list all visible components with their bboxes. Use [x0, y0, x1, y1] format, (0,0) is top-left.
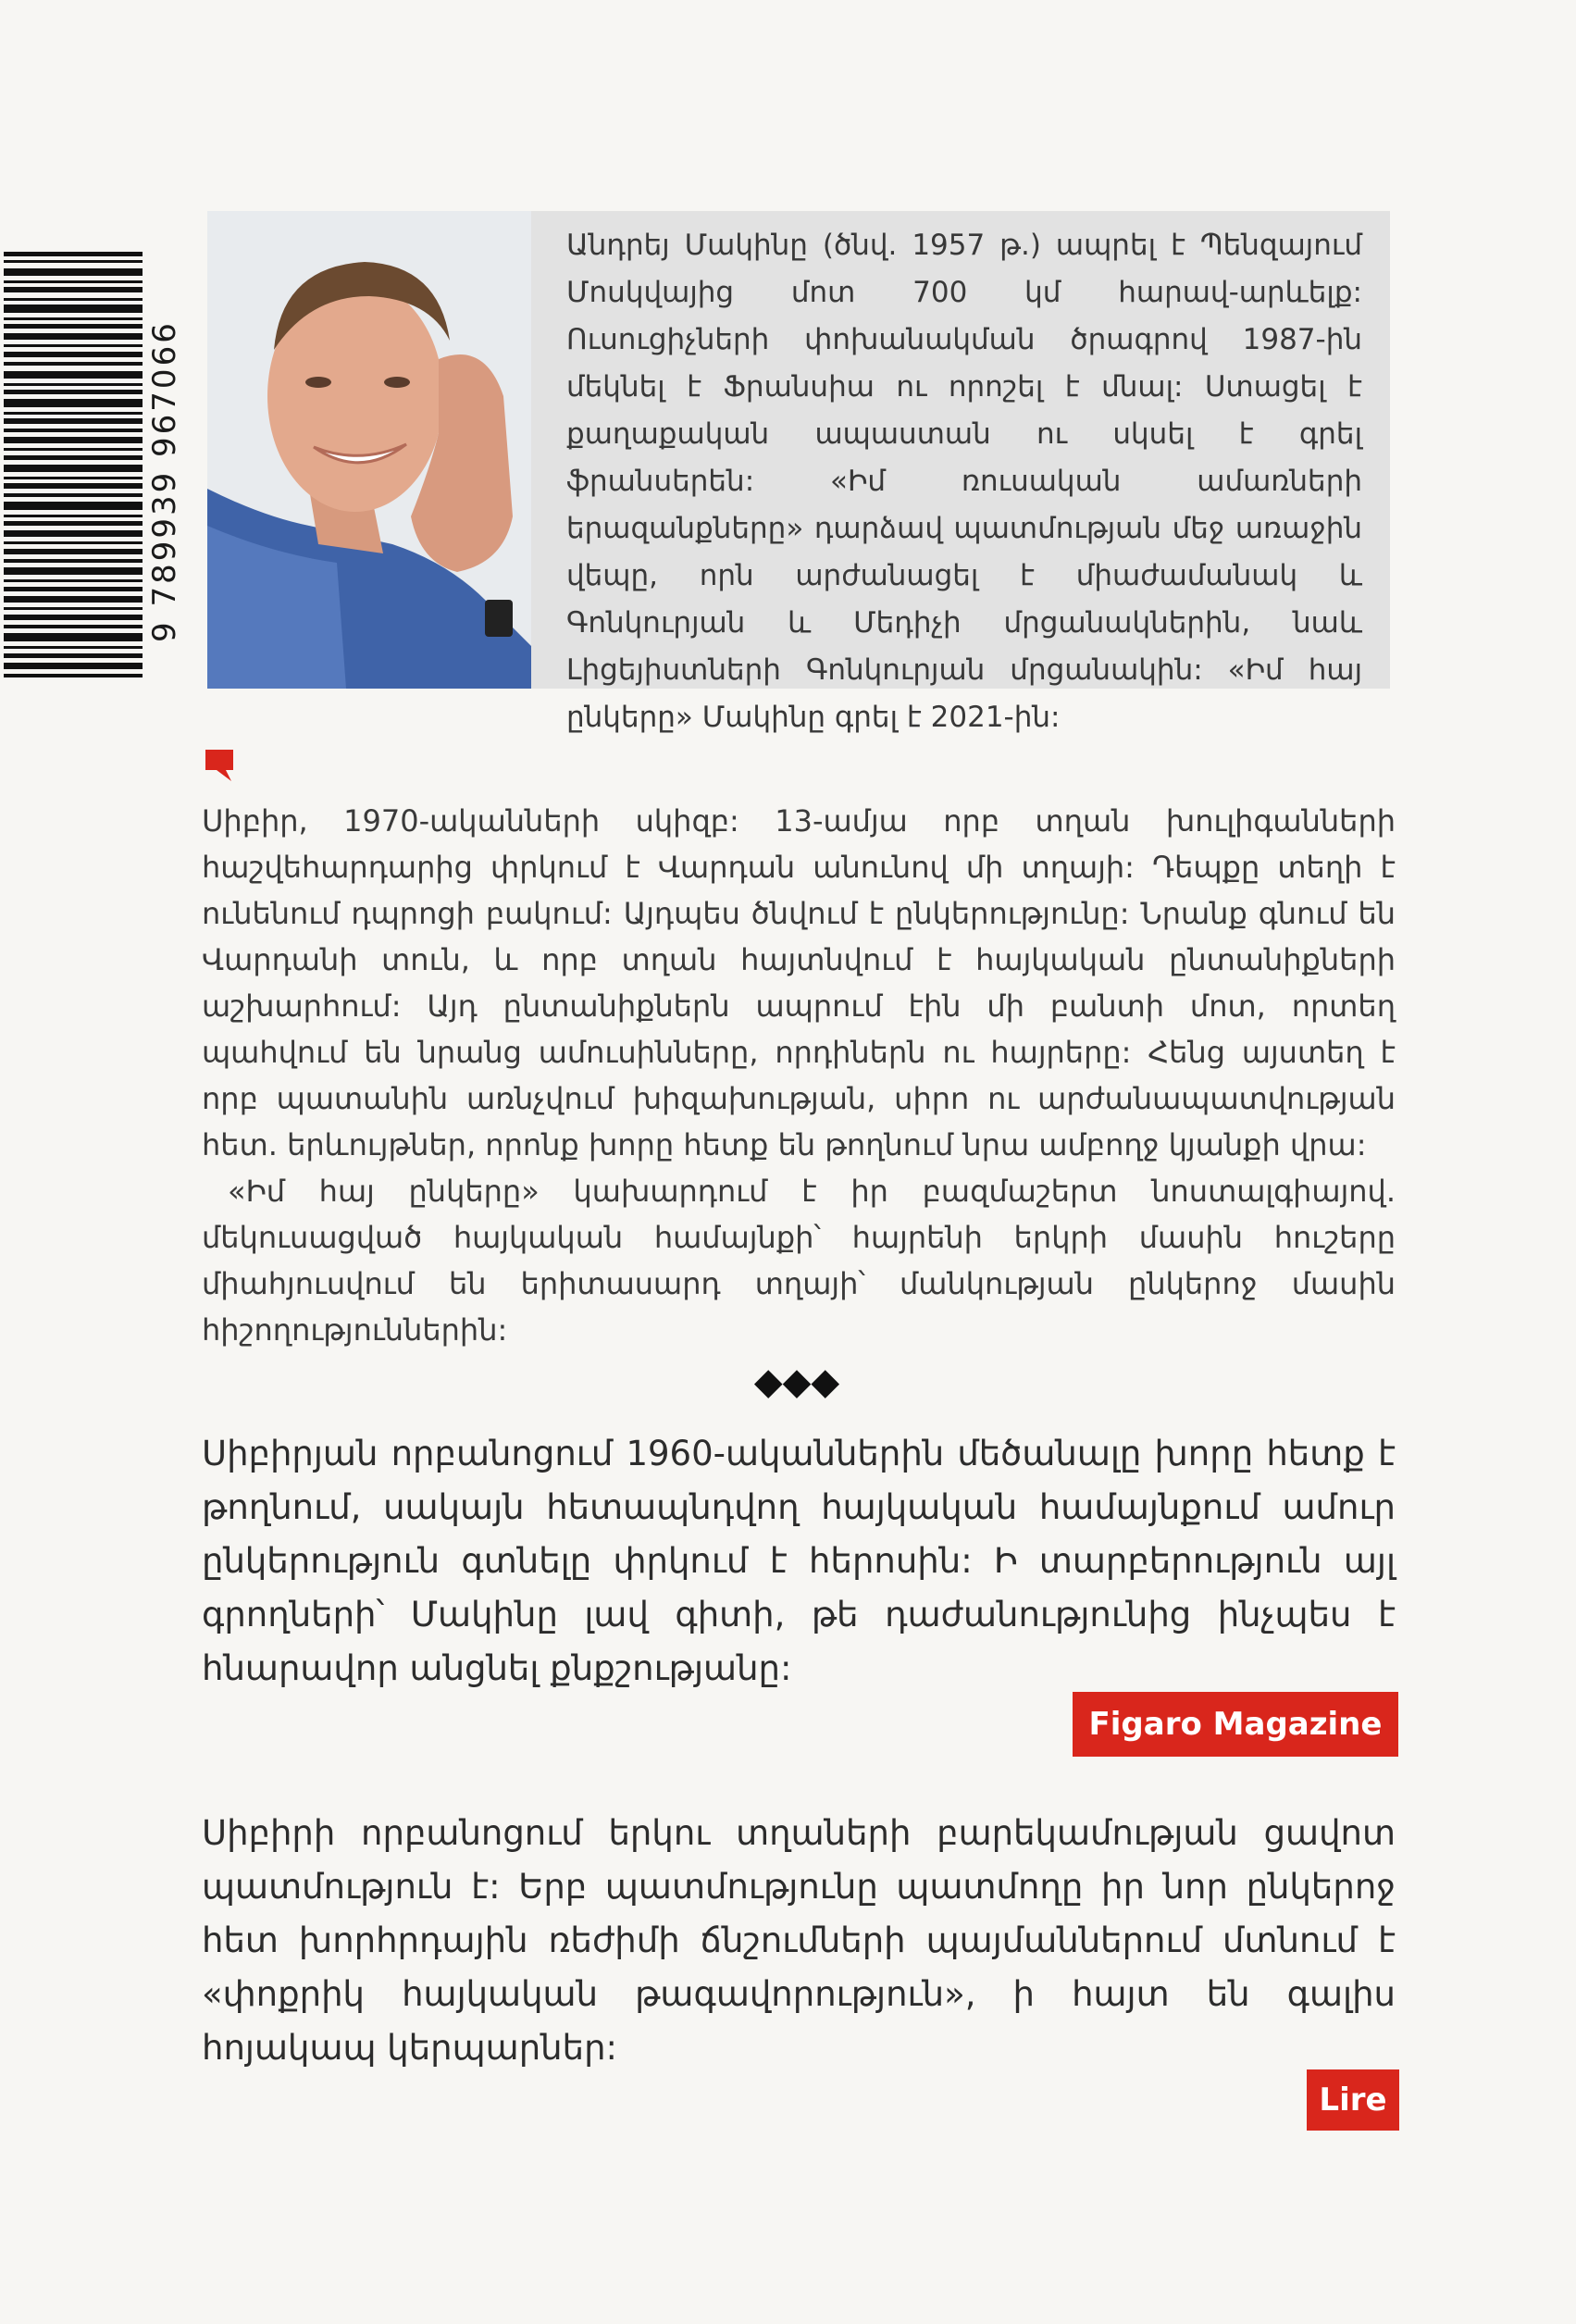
review-source-figaro: Figaro Magazine — [1073, 1692, 1398, 1757]
review-quote-1: Սիբիրյան որբանոցում 1960-ականներին մեծանալը խորը հետք է թողնում, սակայն հետապնդվող հայկական համայնքում ամուր ընկերություն գտնելը փրկում է հերոսին: Ի տարբերություն այլ գրողների՝ Մակինը լավ գիտի, թե դաժանությունից ինչպես է հնարավոր անցնել քնքշությանը: — [202, 1434, 1396, 1688]
synopsis-paragraph-1: Սիբիր, 1970-ականների սկիզբ: 13-ամյա որբ տղան խուլիգանների հաշվեհարդարից փրկում է Վարդան անունով մի տղայի: Դեպքը տեղի է ունենում դպրոցի բակում: Այդպես ծնվում է ընկերությունը: Նրանք գնում են Վարդանի տուն, և որբ տղան հայտնվում է հայկական ընտանիքների աշխարհում: Այդ ընտանիքներն ապրում էին մի բանտի մոտ, որտեղ պահվում են նրանց ամուսինները, որդիներն ու հայրերը: Հենց այստեղ է որբ պատանին առնչվում խիզախության, սիրո ու արժանապատվության հետ. երևույթներ, որոնք խորը հետք են թողնում նրա ամբողջ կյանքի վրա: — [202, 803, 1396, 1162]
author-panel — [207, 211, 1390, 734]
review-source-lire: Lire — [1307, 2069, 1399, 2131]
author-photo — [207, 211, 531, 689]
section-separator: ◆◆◆ — [753, 1361, 840, 1403]
review-quote-2: Սիբիրի որբանոցում երկու տղաների բարեկամության ցավոտ պատմություն է: Երբ պատմությունը պատմողը իր նոր ընկերոջ հետ խորհրդային ռեժիմի ճնշումների պայմաններում մտնում է «փոքրիկ հայկական թագավորություն», ի հայտ են գալիս հոյակապ կերպարներ: — [202, 1813, 1396, 2068]
synopsis-paragraph-2: «Իմ հայ ընկերը» կախարդում է իր բազմաշերտ նոստալգիայով. մեկուսացված հայկական համայնքի՝ հայրենի երկրի մասին հուշերը միահյուսվում են երիտասարդ տղայի՝ մանկության ընկերոջ մասին հիշողություններին: — [202, 1174, 1396, 1348]
author-bio: Անդրեյ Մակինը (ծնվ. 1957 թ.) ապրել է Պենզայում Մոսկվայից մոտ 700 կմ հարավ-արևելք: Ուսուցիչների փոխանակման ծրագրով 1987-ին մեկնել է Ֆրանսիա ու որոշել է մնալ: Ստացել է քաղաքական ապաստան ու սկսել է գրել ֆրանսերեն: «Իմ ռուսական ամառների երազանքները» դարձավ պատմության մեջ առաջին վեպը, որն արժանացել է միաժամանակ և Գոնկուրյան և Մեդիչի մրցանակներին, նաև Լիցեյիստների Գոնկուրյան մրցանակին: «Իմ հայ ընկերը» Մակինը գրել է 2021-ին: — [566, 229, 1362, 734]
isbn-digits: 9 789939 967066 — [146, 320, 183, 642]
author-portrait-illustration — [207, 211, 531, 689]
red-speech-icon — [205, 750, 233, 781]
book-synopsis — [202, 798, 1396, 1353]
